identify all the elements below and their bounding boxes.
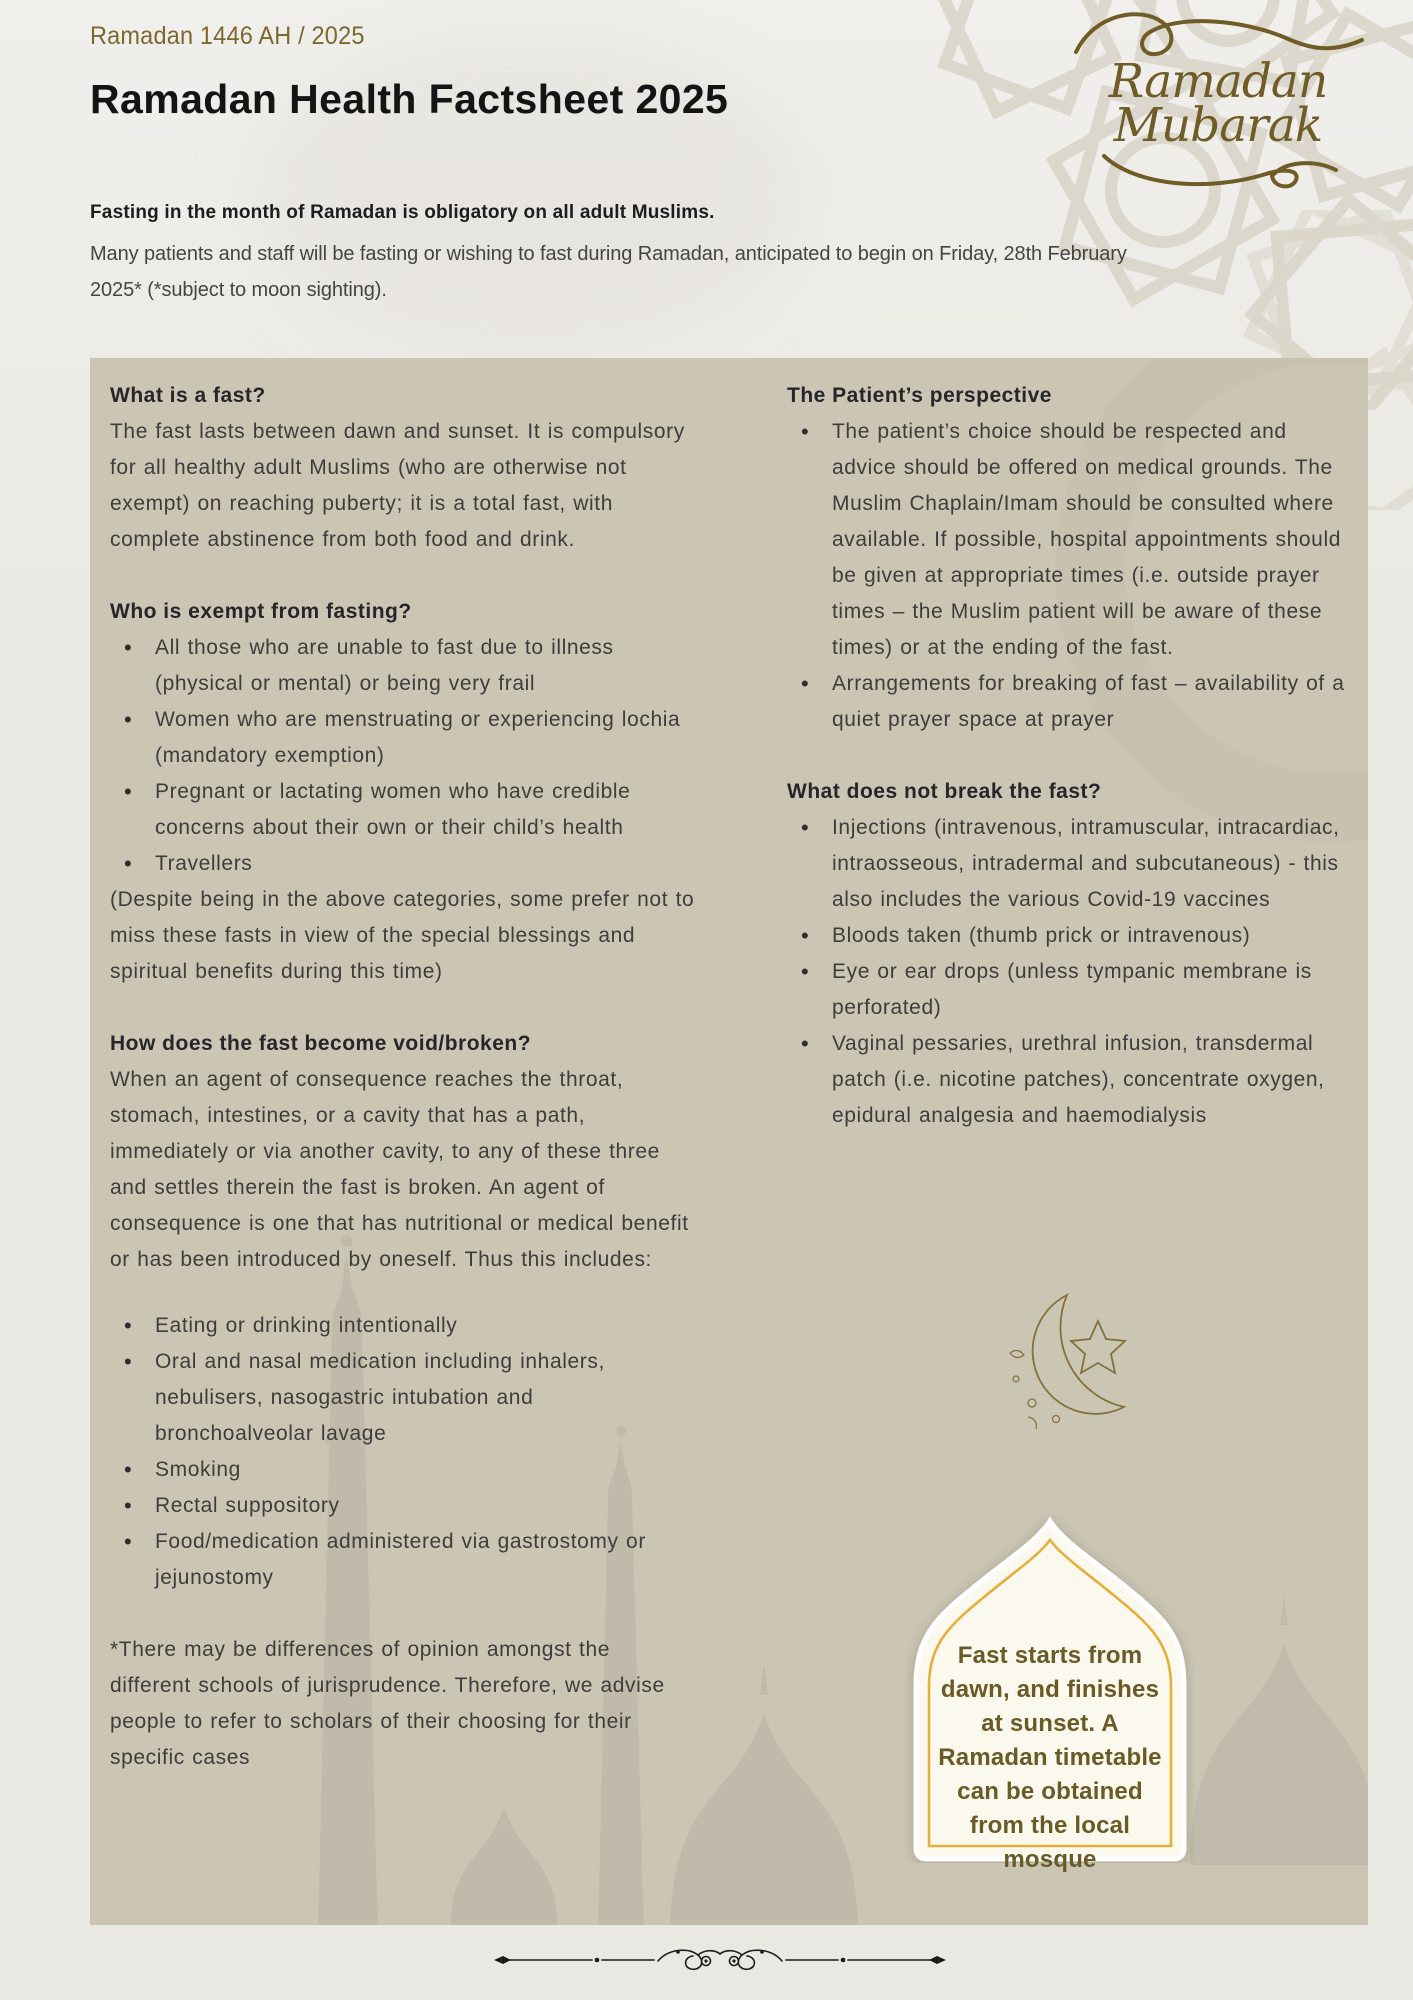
- bullet-item: • Food/medication administered via gastrostomy or jejunostomy: [110, 1524, 695, 1596]
- intro-paragraph: Many patients and staff will be fasting or wishing to fast during Ramadan, anticipated to begin on Friday, 28th February 2025* (*subject to moon sighting).: [90, 243, 1127, 301]
- factsheet-section: [110, 1026, 695, 1596]
- bullet-item: • Vaginal pessaries, urethral infusion, transdermal patch (i.e. nicotine patches), concentrate oxygen, epidural analgesia and haemodialysis: [787, 1026, 1347, 1134]
- logo-flourish-top-icon: [1068, 4, 1368, 60]
- ornamental-divider-icon: [492, 1946, 948, 1974]
- timetable-callout: [905, 1513, 1195, 1873]
- ramadan-mubarak-logo: [1048, 4, 1388, 192]
- page-title: Ramadan Health Factsheet 2025: [90, 76, 729, 122]
- bullet-item: • Travellers: [110, 846, 695, 882]
- section-heading: What does not break the fast?: [787, 780, 1102, 803]
- bullet-item: • Bloods taken (thumb prick or intravenous): [787, 918, 1347, 954]
- bullet-list: [787, 810, 1347, 1134]
- section-heading: The Patient’s perspective: [787, 384, 1052, 407]
- factsheet-section: [110, 1632, 695, 1776]
- crescent-moon-star-icon: [970, 1283, 1150, 1463]
- bullet-item: • Eye or ear drops (unless tympanic membrane is perforated): [787, 954, 1347, 1026]
- bullet-item: • Pregnant or lactating women who have credible concerns about their own or their child’s health: [110, 774, 695, 846]
- factsheet-section: [110, 378, 695, 558]
- bullet-item: • The patient’s choice should be respected and advice should be offered on medical grounds. The Muslim Chaplain/Imam should be consulted where available. If possible, hospital appointments should be given at appropriate times (i.e. outside prayer times – the Muslim patient will be aware of these times) or at the ending of the fast.: [787, 414, 1347, 666]
- column-left: [110, 378, 695, 1776]
- factsheet-section: [787, 378, 1347, 738]
- bullet-list: [110, 1308, 695, 1596]
- bullet-list: [110, 630, 695, 882]
- column-right: [787, 378, 1347, 1134]
- bullet-item: • Rectal suppository: [110, 1488, 695, 1524]
- section-paragraph: (Despite being in the above categories, some prefer not to miss these fasts in view of the special blessings and spiritual benefits during this time): [110, 888, 695, 983]
- bullet-item: • Smoking: [110, 1452, 695, 1488]
- bullet-item: • Eating or drinking intentionally: [110, 1308, 695, 1344]
- factsheet-section: [787, 774, 1347, 1134]
- logo-flourish-bottom-icon: [1088, 148, 1348, 192]
- bullet-item: • Arrangements for breaking of fast – availability of a quiet prayer space at prayer: [787, 666, 1347, 738]
- section-paragraph: When an agent of consequence reaches the throat, stomach, intestines, or a cavity that has a path, immediately or via another cavity, to any of these three and settles therein the fast is broken. An agent of consequence is one that has nutritional or medical benefit or has been introduced by oneself. Thus this includes:: [110, 1068, 689, 1271]
- logo-word-mubarak: Mubarak: [1113, 98, 1323, 153]
- bullet-item: • Oral and nasal medication including inhalers, nebulisers, nasogastric intubation and bronchoalveolar lavage: [110, 1344, 695, 1452]
- section-heading: What is a fast?: [110, 384, 266, 407]
- section-paragraph: *There may be differences of opinion amongst the different schools of jurisprudence. Therefore, we advise people to refer to scholars of their choosing for their specific cases: [110, 1638, 665, 1769]
- dome-silhouette-watermark: [1170, 1505, 1368, 1865]
- section-heading: How does the fast become void/broken?: [110, 1032, 532, 1055]
- intro-bold-line: Fasting in the month of Ramadan is obligatory on all adult Muslims.: [90, 202, 715, 223]
- bullet-item: • Women who are menstruating or experiencing lochia (mandatory exemption): [110, 702, 695, 774]
- bullet-list: [787, 414, 1347, 738]
- section-paragraph: The fast lasts between dawn and sunset. It is compulsory for all healthy adult Muslims (who are otherwise not exempt) on reaching puberty; it is a total fast, with complete abstinence from both food and drink.: [110, 420, 685, 551]
- timetable-callout-text: Fast starts from dawn, and finishes at sunset. A Ramadan timetable can be obtained from the local mosque: [938, 1642, 1162, 1873]
- logo-word-ramadan: Ramadan: [1108, 54, 1328, 109]
- content-panel: [90, 358, 1368, 1925]
- bullet-item: • Injections (intravenous, intramuscular, intracardiac, intraosseous, intradermal and subcutaneous) - this also includes the various Covid-19 vaccines: [787, 810, 1347, 918]
- factsheet-section: [110, 594, 695, 990]
- bullet-item: • All those who are unable to fast due to illness (physical or mental) or being very frail: [110, 630, 695, 702]
- edition-label: Ramadan 1446 AH / 2025: [90, 22, 365, 50]
- section-heading: Who is exempt from fasting?: [110, 600, 412, 623]
